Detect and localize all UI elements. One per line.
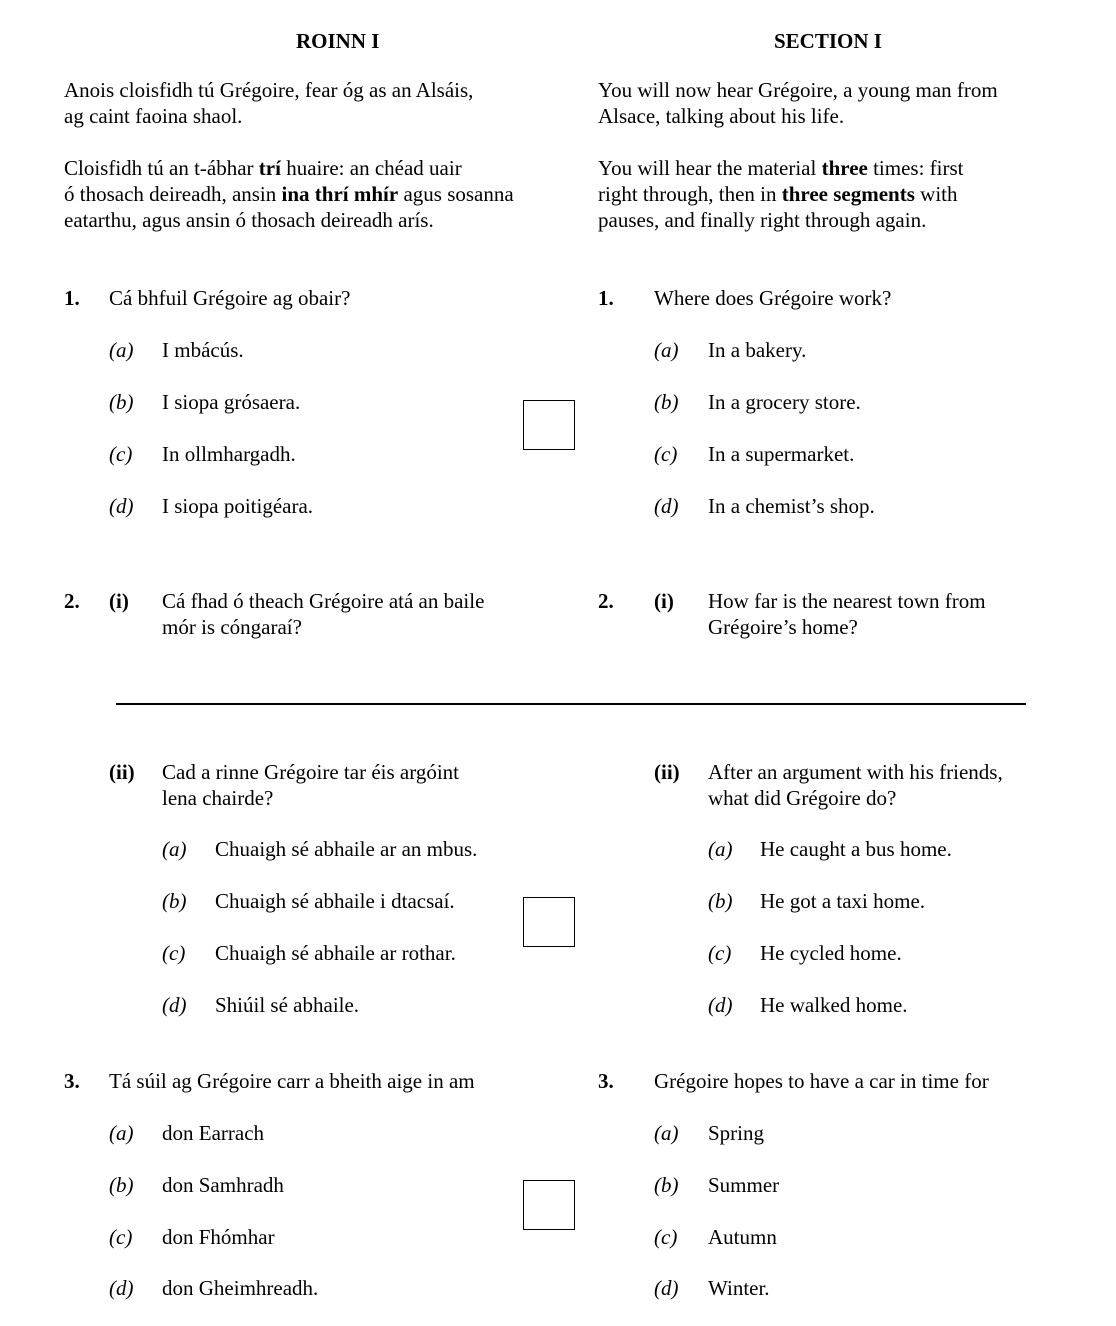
- q1-number-irish: 1.: [64, 286, 80, 310]
- intro-irish-p1: Anois cloisfidh tú Grégoire, fear óg as an Alsáis, ag caint faoina shaol.: [64, 78, 474, 128]
- q3-question-irish: Tá súil ag Grégoire carr a bheith aige in am: [109, 1069, 475, 1093]
- q2-option-irish: Chuaigh sé abhaile i dtacsaí.: [215, 889, 455, 913]
- q2-option-letter: (c): [708, 941, 732, 965]
- q3-option-irish: don Earrach: [162, 1121, 265, 1145]
- q2-part-i-question-english: How far is the nearest town from Grégoire’s home?: [708, 589, 986, 639]
- q2-option-letter: (a): [708, 837, 733, 861]
- intro-irish-p2: Cloisfidh tú an t-ábhar trí huaire: an chéad uair ó thosach deireadh, ansin ina thrí mhír agus sosanna eatarthu, agus ansin ó thosach deireadh arís.: [64, 156, 514, 232]
- q1-option-irish: I siopa poitigéara.: [162, 494, 314, 518]
- q2-part-ii-label-irish: (ii): [109, 760, 135, 784]
- q2-option-letter: (d): [708, 993, 733, 1017]
- q2-option-english: He got a taxi home.: [760, 889, 926, 913]
- q1-option-english: In a grocery store.: [708, 390, 861, 414]
- q2-option-letter: (d): [162, 993, 187, 1017]
- q2-answer-line[interactable]: [116, 703, 1026, 705]
- q2-option-english: He cycled home.: [760, 941, 902, 965]
- q2-part-ii-question-english: After an argument with his friends, what did Grégoire do?: [708, 760, 1003, 810]
- q1-number-english: 1.: [598, 286, 614, 310]
- q1-option-letter: (b): [109, 390, 134, 414]
- q1-option-english: In a supermarket.: [708, 442, 855, 466]
- q1-option-letter: (c): [654, 442, 678, 466]
- q2-option-letter: (c): [162, 941, 186, 965]
- q1-option-letter: (d): [109, 494, 134, 518]
- heading-english: SECTION I: [774, 29, 882, 53]
- intro-english-p1: You will now hear Grégoire, a young man from Alsace, talking about his life.: [598, 78, 998, 128]
- q3-option-letter: (a): [109, 1121, 134, 1145]
- q2-part-ii-label-english: (ii): [654, 760, 680, 784]
- q1-option-english: In a chemist’s shop.: [708, 494, 875, 518]
- q2-option-letter: (b): [162, 889, 187, 913]
- q3-option-letter: (d): [109, 1276, 134, 1300]
- q3-option-letter: (c): [654, 1225, 678, 1249]
- q3-option-english: Winter.: [708, 1276, 770, 1300]
- q1-option-english: In a bakery.: [708, 338, 807, 362]
- q1-question-english: Where does Grégoire work?: [654, 286, 892, 310]
- q2-option-letter: (b): [708, 889, 733, 913]
- q1-option-letter: (a): [654, 338, 679, 362]
- q1-option-irish: I mbácús.: [162, 338, 244, 362]
- q3-answer-box[interactable]: [523, 1180, 575, 1230]
- q2-option-english: He walked home.: [760, 993, 908, 1017]
- q3-option-english: Autumn: [708, 1225, 777, 1249]
- q2-number-english: 2.: [598, 589, 614, 613]
- q2-option-irish: Shiúil sé abhaile.: [215, 993, 360, 1017]
- q2-part-i-question-irish: Cá fhad ó theach Grégoire atá an baile mór is cóngaraí?: [162, 589, 485, 639]
- q3-option-irish: don Samhradh: [162, 1173, 284, 1197]
- intro-english-p2: You will hear the material three times: first right through, then in three segments with pauses, and finally right through again.: [598, 156, 964, 232]
- q2-number-irish: 2.: [64, 589, 80, 613]
- q1-answer-box[interactable]: [523, 400, 575, 450]
- q2-part-i-label-irish: (i): [109, 589, 129, 613]
- q2-option-english: He caught a bus home.: [760, 837, 952, 861]
- q1-option-letter: (d): [654, 494, 679, 518]
- q2-part-i-label-english: (i): [654, 589, 674, 613]
- q2-option-irish: Chuaigh sé abhaile ar rothar.: [215, 941, 456, 965]
- q3-number-english: 3.: [598, 1069, 614, 1093]
- q3-option-letter: (a): [654, 1121, 679, 1145]
- heading-irish: ROINN I: [296, 29, 380, 53]
- q1-option-letter: (b): [654, 390, 679, 414]
- q3-option-letter: (d): [654, 1276, 679, 1300]
- q1-option-letter: (c): [109, 442, 133, 466]
- q2-part-ii-question-irish: Cad a rinne Grégoire tar éis argóint lena chairde?: [162, 760, 460, 810]
- q1-question-irish: Cá bhfuil Grégoire ag obair?: [109, 286, 351, 310]
- q3-question-english: Grégoire hopes to have a car in time for: [654, 1069, 989, 1093]
- q1-option-irish: In ollmhargadh.: [162, 442, 296, 466]
- q1-option-letter: (a): [109, 338, 134, 362]
- q3-option-irish: don Gheimhreadh.: [162, 1276, 319, 1300]
- q3-option-letter: (c): [109, 1225, 133, 1249]
- q3-number-irish: 3.: [64, 1069, 80, 1093]
- q2-option-irish: Chuaigh sé abhaile ar an mbus.: [215, 837, 478, 861]
- q2-option-letter: (a): [162, 837, 187, 861]
- q1-option-irish: I siopa grósaera.: [162, 390, 301, 414]
- q3-option-english: Summer: [708, 1173, 780, 1197]
- q3-option-irish: don Fhómhar: [162, 1225, 275, 1249]
- q2-answer-box[interactable]: [523, 897, 575, 947]
- q3-option-english: Spring: [708, 1121, 765, 1145]
- q3-option-letter: (b): [654, 1173, 679, 1197]
- q3-option-letter: (b): [109, 1173, 134, 1197]
